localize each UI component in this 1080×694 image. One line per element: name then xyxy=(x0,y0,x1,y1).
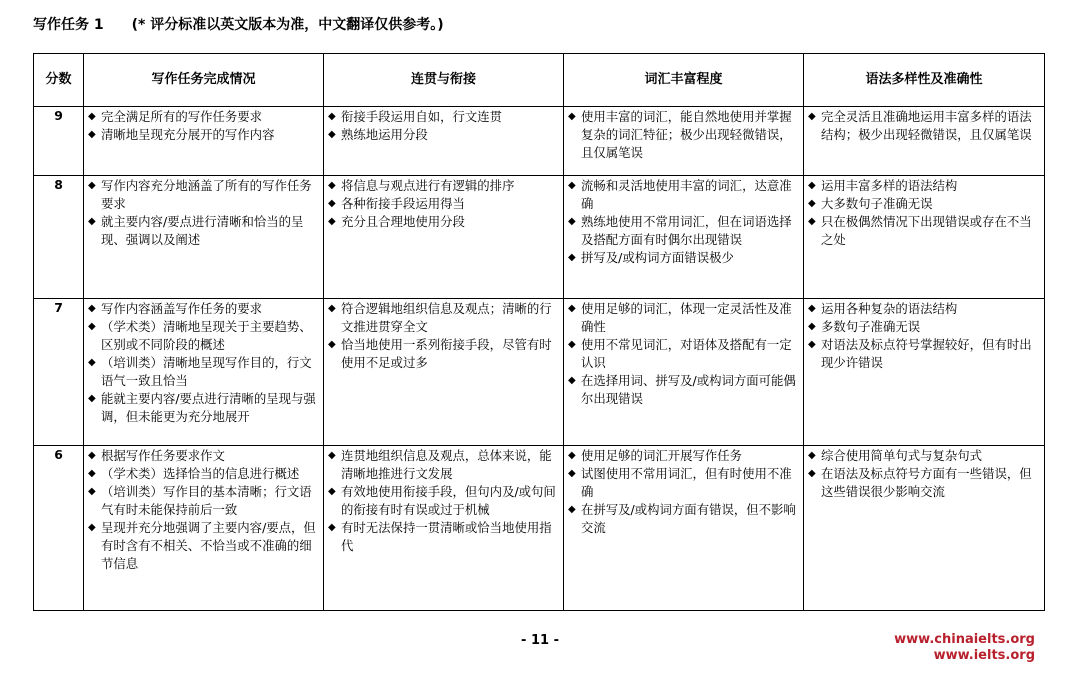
descriptor-text: 就主要内容/要点进行清晰和恰当的呈现、强调以及阐述 xyxy=(101,214,304,247)
list-item xyxy=(88,519,319,573)
list-item xyxy=(88,390,319,426)
diamond-bullet-icon: ◆ xyxy=(328,198,336,209)
diamond-bullet-icon: ◆ xyxy=(808,321,816,332)
list-item xyxy=(808,108,1040,144)
diamond-bullet-icon: ◆ xyxy=(568,252,576,263)
descriptor-cell-coherence-cohesion xyxy=(324,299,564,446)
descriptor-cell-lexical-resource xyxy=(564,446,804,611)
descriptor-text: 使用足够的词汇，体现一定灵活性及准确性 xyxy=(581,301,792,334)
table-row xyxy=(34,107,1045,176)
list-item xyxy=(568,249,799,267)
descriptor-text: 充分且合理地使用分段 xyxy=(341,214,465,229)
list-item xyxy=(328,336,559,372)
table-row xyxy=(34,176,1045,299)
descriptor-cell-grammar xyxy=(804,446,1045,611)
descriptor-text: 衔接手段运用自如，行文连贯 xyxy=(341,109,503,124)
diamond-bullet-icon: ◆ xyxy=(808,180,816,191)
list-item xyxy=(328,300,559,336)
descriptor-list xyxy=(328,177,559,231)
descriptor-text: 综合使用简单句式与复杂句式 xyxy=(821,448,983,463)
descriptor-cell-task-achievement xyxy=(84,446,324,611)
diamond-bullet-icon: ◆ xyxy=(88,303,96,314)
descriptor-text: 熟练地使用不常用词汇，但在词语选择及搭配方面有时偶尔出现错误 xyxy=(581,214,792,247)
descriptor-text: 多数句子准确无误 xyxy=(821,319,921,334)
list-item xyxy=(328,126,559,144)
descriptor-cell-coherence-cohesion xyxy=(324,176,564,299)
footer-link-ielts[interactable]: www.ielts.org xyxy=(933,648,1035,663)
descriptor-cell-task-achievement xyxy=(84,299,324,446)
descriptor-list xyxy=(88,447,319,573)
descriptor-text: 使用丰富的词汇，能自然地使用并掌握复杂的词汇特征；极少出现轻微错误，且仅属笔误 xyxy=(581,109,792,160)
descriptor-text: 大多数句子准确无误 xyxy=(821,196,933,211)
descriptor-text: （培训类）写作目的基本清晰；行文语气有时未能保持前后一致 xyxy=(101,484,312,517)
list-item xyxy=(808,336,1040,372)
diamond-bullet-icon: ◆ xyxy=(88,129,96,140)
diamond-bullet-icon: ◆ xyxy=(328,450,336,461)
list-item xyxy=(808,177,1040,195)
footer-link-chinaielts[interactable]: www.chinaielts.org xyxy=(894,632,1035,647)
page-heading xyxy=(33,14,444,34)
descriptor-text: 运用各种复杂的语法结构 xyxy=(821,301,958,316)
descriptor-text: 完全灵活且准确地运用丰富多样的语法结构；极少出现轻微错误，且仅属笔误 xyxy=(821,109,1032,142)
descriptor-list xyxy=(88,300,319,426)
list-item xyxy=(568,336,799,372)
descriptor-text: 使用足够的词汇开展写作任务 xyxy=(581,448,743,463)
descriptor-text: 在语法及标点符号方面有一些错误，但这些错误很少影响交流 xyxy=(821,466,1032,499)
diamond-bullet-icon: ◆ xyxy=(568,303,576,314)
descriptor-text: 有时无法保持一贯清晰或恰当地使用指代 xyxy=(341,520,552,553)
list-item xyxy=(568,300,799,336)
list-item xyxy=(808,300,1040,318)
list-item xyxy=(88,126,319,144)
list-item xyxy=(808,465,1040,501)
diamond-bullet-icon: ◆ xyxy=(328,303,336,314)
descriptor-text: 将信息与观点进行有逻辑的排序 xyxy=(341,178,515,193)
diamond-bullet-icon: ◆ xyxy=(328,216,336,227)
list-item xyxy=(568,465,799,501)
descriptor-text: 各种衔接手段运用得当 xyxy=(341,196,465,211)
descriptor-text: （学术类）选择恰当的信息进行概述 xyxy=(101,466,300,481)
descriptor-text: 清晰地呈现充分展开的写作内容 xyxy=(101,127,275,142)
list-item xyxy=(808,195,1040,213)
list-item xyxy=(328,195,559,213)
list-item xyxy=(88,300,319,318)
descriptor-text: 有效地使用衔接手段，但句内及/或句间的衔接有时有误或过于机械 xyxy=(341,484,556,517)
descriptor-cell-task-achievement xyxy=(84,107,324,176)
descriptor-cell-grammar xyxy=(804,107,1045,176)
diamond-bullet-icon: ◆ xyxy=(88,450,96,461)
header-task-achievement: 写作任务完成情况 xyxy=(84,54,324,107)
descriptor-text: 写作内容涵盖写作任务的要求 xyxy=(101,301,263,316)
diamond-bullet-icon: ◆ xyxy=(328,111,336,122)
list-item xyxy=(568,372,799,408)
list-item xyxy=(88,318,319,354)
list-item xyxy=(328,213,559,231)
table-row xyxy=(34,299,1045,446)
band-score: 9 xyxy=(34,107,84,176)
list-item xyxy=(88,108,319,126)
descriptor-text: 流畅和灵活地使用丰富的词汇，达意准确 xyxy=(581,178,792,211)
descriptor-cell-coherence-cohesion xyxy=(324,107,564,176)
band-descriptor-table xyxy=(33,53,1045,611)
diamond-bullet-icon: ◆ xyxy=(568,216,576,227)
list-item xyxy=(328,519,559,555)
descriptor-list xyxy=(808,300,1040,372)
descriptor-text: 写作内容充分地涵盖了所有的写作任务要求 xyxy=(101,178,312,211)
diamond-bullet-icon: ◆ xyxy=(808,111,816,122)
list-item xyxy=(88,483,319,519)
diamond-bullet-icon: ◆ xyxy=(88,468,96,479)
descriptor-cell-lexical-resource xyxy=(564,176,804,299)
band-score: 6 xyxy=(34,446,84,611)
diamond-bullet-icon: ◆ xyxy=(328,486,336,497)
descriptor-text: 使用不常见词汇，对语体及搭配有一定认识 xyxy=(581,337,792,370)
descriptor-cell-grammar xyxy=(804,299,1045,446)
descriptor-list xyxy=(568,300,799,408)
descriptor-text: 在选择用词、拼写及/或构词方面可能偶尔出现错误 xyxy=(581,373,796,406)
descriptor-list xyxy=(808,447,1040,501)
descriptor-text: 拼写及/或构词方面错误极少 xyxy=(581,250,734,265)
diamond-bullet-icon: ◆ xyxy=(808,468,816,479)
diamond-bullet-icon: ◆ xyxy=(808,303,816,314)
list-item xyxy=(808,213,1040,249)
list-item xyxy=(88,177,319,213)
diamond-bullet-icon: ◆ xyxy=(808,450,816,461)
diamond-bullet-icon: ◆ xyxy=(88,321,96,332)
diamond-bullet-icon: ◆ xyxy=(808,339,816,350)
descriptor-list xyxy=(568,177,799,267)
diamond-bullet-icon: ◆ xyxy=(568,111,576,122)
descriptor-cell-task-achievement xyxy=(84,176,324,299)
diamond-bullet-icon: ◆ xyxy=(568,375,576,386)
list-item xyxy=(88,354,319,390)
descriptor-list xyxy=(568,108,799,162)
table-header-row xyxy=(34,54,1045,107)
descriptor-text: 试图使用不常用词汇，但有时使用不准确 xyxy=(581,466,792,499)
diamond-bullet-icon: ◆ xyxy=(568,450,576,461)
diamond-bullet-icon: ◆ xyxy=(808,198,816,209)
descriptor-text: 对语法及标点符号掌握较好，但有时出现少许错误 xyxy=(821,337,1032,370)
descriptor-list xyxy=(88,108,319,144)
diamond-bullet-icon: ◆ xyxy=(328,339,336,350)
list-item xyxy=(88,465,319,483)
list-item xyxy=(328,447,559,483)
descriptor-text: 完全满足所有的写作任务要求 xyxy=(101,109,263,124)
descriptor-text: 连贯地组织信息及观点，总体来说，能清晰地推进行文发展 xyxy=(341,448,552,481)
header-coherence-cohesion: 连贯与衔接 xyxy=(324,54,564,107)
list-item xyxy=(568,177,799,213)
diamond-bullet-icon: ◆ xyxy=(88,216,96,227)
page-number: - 11 - xyxy=(521,633,559,648)
list-item xyxy=(808,447,1040,465)
descriptor-list xyxy=(328,447,559,555)
header-grammar: 语法多样性及准确性 xyxy=(804,54,1045,107)
list-item xyxy=(88,213,319,249)
diamond-bullet-icon: ◆ xyxy=(88,357,96,368)
descriptor-list xyxy=(88,177,319,249)
heading-note: (* 评分标准以英文版本为准，中文翻译仅供参考。) xyxy=(131,17,444,33)
descriptor-text: 能就主要内容/要点进行清晰的呈现与强调，但未能更为充分地展开 xyxy=(101,391,316,424)
descriptor-text: 恰当地使用一系列衔接手段，尽管有时使用不足或过多 xyxy=(341,337,552,370)
table-row xyxy=(34,446,1045,611)
band-score: 7 xyxy=(34,299,84,446)
descriptor-text: 呈现并充分地强调了主要内容/要点，但有时含有不相关、不恰当或不准确的细节信息 xyxy=(101,520,316,571)
descriptor-text: 符合逻辑地组织信息及观点；清晰的行文推进贯穿全文 xyxy=(341,301,552,334)
diamond-bullet-icon: ◆ xyxy=(568,504,576,515)
descriptor-text: 在拼写及/或构词方面有错误，但不影响交流 xyxy=(581,502,796,535)
list-item xyxy=(568,108,799,162)
list-item xyxy=(88,447,319,465)
descriptor-list xyxy=(568,447,799,537)
descriptor-text: （学术类）清晰地呈现关于主要趋势、区别或不同阶段的概述 xyxy=(101,319,312,352)
diamond-bullet-icon: ◆ xyxy=(808,216,816,227)
diamond-bullet-icon: ◆ xyxy=(88,111,96,122)
list-item xyxy=(328,108,559,126)
descriptor-list xyxy=(328,300,559,372)
descriptor-list xyxy=(328,108,559,144)
list-item xyxy=(328,483,559,519)
descriptor-text: （培训类）清晰地呈现写作目的，行文语气一致且恰当 xyxy=(101,355,312,388)
diamond-bullet-icon: ◆ xyxy=(88,180,96,191)
descriptor-cell-grammar xyxy=(804,176,1045,299)
descriptor-cell-lexical-resource xyxy=(564,107,804,176)
header-score: 分数 xyxy=(34,54,84,107)
diamond-bullet-icon: ◆ xyxy=(568,339,576,350)
descriptor-text: 熟练地运用分段 xyxy=(341,127,428,142)
diamond-bullet-icon: ◆ xyxy=(328,180,336,191)
descriptor-cell-coherence-cohesion xyxy=(324,446,564,611)
descriptor-list xyxy=(808,108,1040,144)
diamond-bullet-icon: ◆ xyxy=(568,180,576,191)
list-item xyxy=(808,318,1040,336)
descriptor-text: 运用丰富多样的语法结构 xyxy=(821,178,958,193)
descriptor-cell-lexical-resource xyxy=(564,299,804,446)
list-item xyxy=(568,447,799,465)
diamond-bullet-icon: ◆ xyxy=(88,522,96,533)
list-item xyxy=(568,501,799,537)
diamond-bullet-icon: ◆ xyxy=(88,393,96,404)
diamond-bullet-icon: ◆ xyxy=(328,129,336,140)
descriptor-list xyxy=(808,177,1040,249)
band-score: 8 xyxy=(34,176,84,299)
diamond-bullet-icon: ◆ xyxy=(568,468,576,479)
diamond-bullet-icon: ◆ xyxy=(88,486,96,497)
diamond-bullet-icon: ◆ xyxy=(328,522,336,533)
descriptor-text: 根据写作任务要求作文 xyxy=(101,448,225,463)
heading-title: 写作任务 1 xyxy=(33,17,104,33)
list-item xyxy=(568,213,799,249)
footer-websites xyxy=(894,632,1035,664)
list-item xyxy=(328,177,559,195)
header-lexical-resource: 词汇丰富程度 xyxy=(564,54,804,107)
descriptor-text: 只在极偶然情况下出现错误或存在不当之处 xyxy=(821,214,1032,247)
